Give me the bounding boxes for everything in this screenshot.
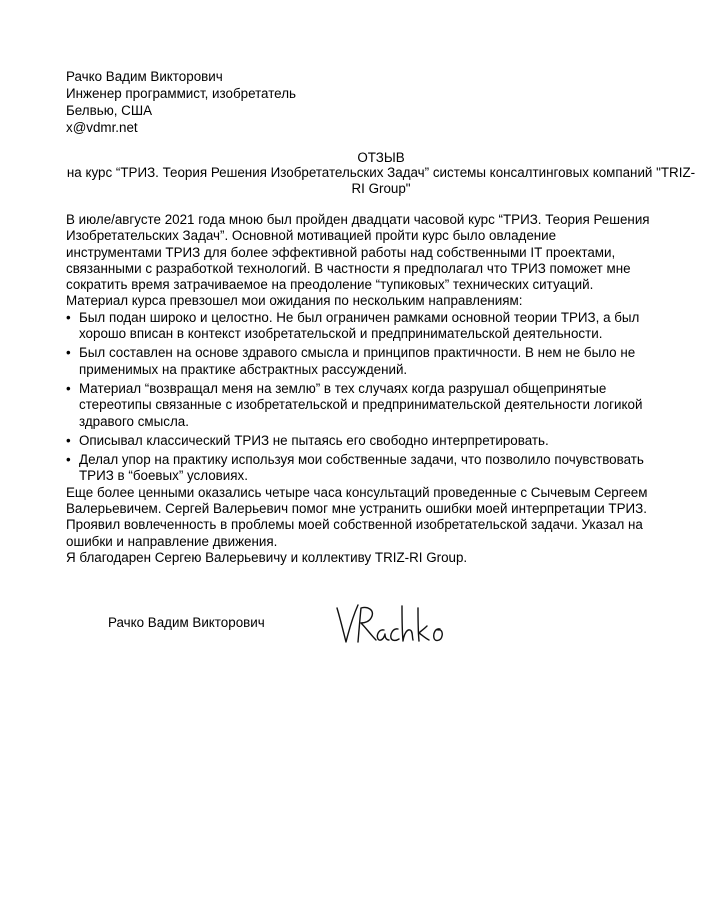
bullet-item bbox=[66, 452, 651, 485]
bullet-dot: • bbox=[66, 380, 71, 396]
letter-body bbox=[66, 212, 651, 566]
bullet-text: Делал упор на практику используя мои собственные задачи, что позволило почувствовать ТРИЗ в “боевых” условиях. bbox=[79, 452, 644, 484]
bullet-item bbox=[66, 310, 651, 343]
bullet-item bbox=[66, 381, 651, 430]
sender-block bbox=[66, 68, 296, 136]
bullet-text: Описывал классический ТРИЗ не пытаясь его свободно интерпретировать. bbox=[79, 432, 549, 448]
signatory-name: Рачко Вадим Викторович bbox=[108, 615, 265, 630]
bullet-item bbox=[66, 345, 651, 378]
bullet-dot: • bbox=[66, 309, 71, 325]
sender-name: Рачко Вадим Викторович bbox=[66, 69, 223, 84]
bullet-item bbox=[66, 433, 651, 449]
bullet-text: Материал “возвращал меня на землю” в тех случаях когда разрушал общепринятые стереотипы связанные с изобретательской и предпринимательской деятельности логикой здравого смысла. bbox=[79, 380, 643, 429]
handwritten-signature bbox=[334, 602, 450, 646]
bullet-text: Был составлен на основе здравого смысла и принципов практичности. В нем не было не применимых на практике абстрактных рассуждений. bbox=[79, 345, 636, 377]
sender-location: Белвью, США bbox=[66, 103, 153, 118]
document-heading: ОТЗЫВ bbox=[357, 150, 405, 165]
sender-title: Инженер программист, изобретатель bbox=[66, 86, 296, 101]
consultation-paragraph: Еще более ценными оказались четыре часа консультаций проведенные с Сычевым Сергеем Валерьевичем. Сергей Валерьевич помог мне устранить ошибки моей интерпретации ТРИЗ. Проявил вовлеченность в проблемы моей собственной изобретательской задачи. Указал на ошибки и направление движения. bbox=[66, 484, 648, 549]
bullet-text: Был подан широко и целостно. Не был ограничен рамками основной теории ТРИЗ, а был хорошо вписан в контекст изобретательской и предпринимательской деятельности. bbox=[79, 309, 640, 342]
lead-paragraph: Материал курса превзошел мои ожидания по нескольким направлениям: bbox=[66, 293, 523, 309]
sender-email: x@vdmr.net bbox=[66, 120, 138, 135]
bullet-dot: • bbox=[66, 432, 71, 448]
bullet-dot: • bbox=[66, 452, 71, 468]
thanks-paragraph: Я благодарен Сергею Валерьевичу и коллективу TRIZ-RI Group. bbox=[66, 549, 468, 565]
document-subtitle: на курс “ТРИЗ. Теория Решения Изобретательских Задач” системы консалтинговых компаний "TRIZ-RI Group" bbox=[66, 165, 696, 196]
bullet-dot: • bbox=[66, 345, 71, 361]
intro-paragraph: В июле/августе 2021 года мною был пройден двадцати часовой курс “ТРИЗ. Теория Решения Изобретательских Задач”. Основной мотивацией пройти курс было овладение инструментами ТРИЗ для более эффективной работы над собственными IT проектами, связанными с разработкой технологий. В частности я предполагал что ТРИЗ поможет мне сократить время затрачиваемое на преодоление “тупиковых” технических ситуаций. bbox=[66, 212, 650, 293]
